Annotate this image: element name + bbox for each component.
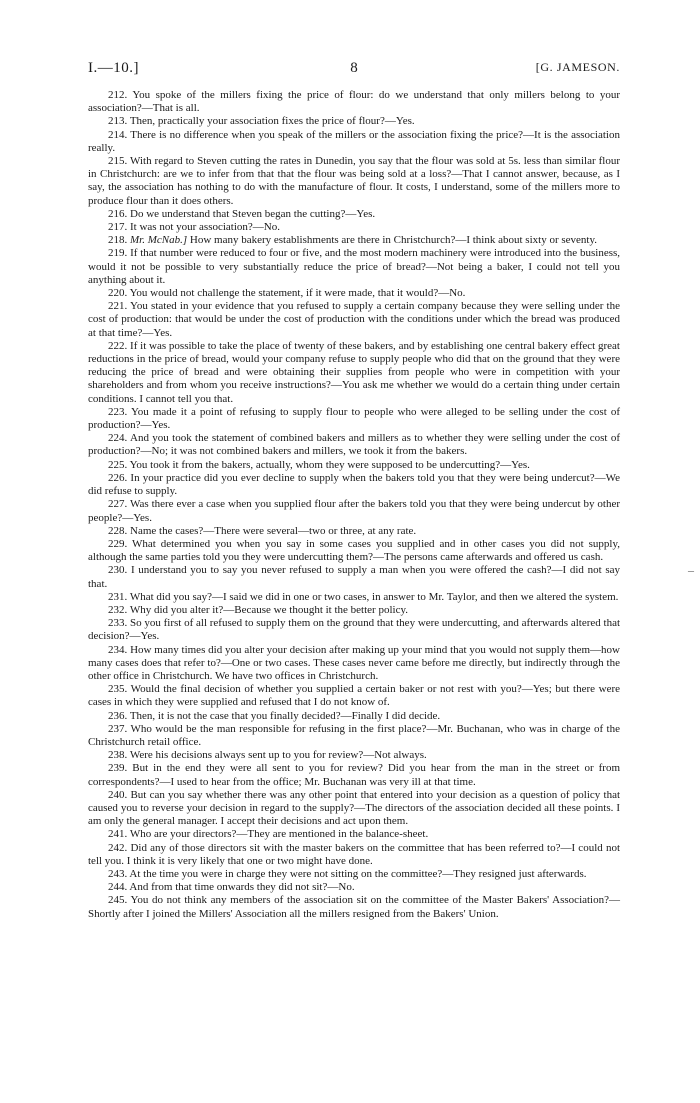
question-number: 233. — [108, 617, 128, 630]
question-number: 229. — [108, 537, 128, 550]
question-answer-text: And from that time onwards they did not sit?—No. — [129, 881, 355, 894]
question-number: 244. — [108, 881, 128, 894]
question-answer-text: Do we understand that Steven began the cutting?—Yes. — [130, 207, 376, 220]
question-answer-text: How many times did you alter your decision after making up your mind that you would not supply them—how many cases does that refer to?—One or two cases. These cases never came before me directly, but indirectly through the other office in Christchurch. We have two offices in Christchurch. — [88, 643, 620, 682]
question-answer-text: With regard to Steven cutting the rates in Dunedin, you say that the flour was sold at 5s. less than similar flour in Christchurch: are we to infer from that that the flour was being sold at a loss?—That I cannot answer, because, as I say, the association has nothing to do with the manufacture of flour. It costs, I understand, some of the millers more to produce flour than it does others. — [88, 155, 620, 207]
testimony-paragraph — [88, 591, 620, 604]
testimony-paragraph — [88, 564, 620, 590]
witness-name: [G. JAMESON. — [535, 60, 620, 74]
question-answer-text: It was not your association?—No. — [130, 221, 280, 234]
question-answer-text: Who would be the man responsible for refusing in the first place?—Mr. Buchanan, who was in charge of the Christchurch retail office. — [88, 722, 620, 748]
question-answer-text: And you took the statement of combined bakers and millers as to whether they were selling under the cost of production?—No; it was not combined bakers and millers, we took it from the bakers. — [88, 432, 620, 458]
testimony-paragraph — [88, 683, 620, 709]
page-number: 8 — [350, 60, 358, 76]
question-number: 237. — [108, 722, 128, 735]
question-answer-text: Was there ever a case when you supplied flour after the bakers told you that they were being undercut by other people?—Yes. — [88, 498, 620, 524]
question-number: 225. — [108, 458, 128, 471]
question-number: 235. — [108, 683, 128, 696]
question-number: 219. — [108, 247, 128, 260]
testimony-paragraph — [88, 710, 620, 723]
testimony-paragraph — [88, 115, 620, 128]
question-number: 238. — [108, 749, 128, 762]
testimony-paragraph — [88, 894, 620, 920]
question-answer-text: How many bakery establishments are there in Christchurch?—I think about sixty or seventy. — [189, 234, 597, 247]
question-answer-text: Did any of those directors sit with the master bakers on the committee that has been referred to?—I could not tell you. I think it is very likely that one or two might have done. — [88, 841, 620, 867]
testimony-paragraph — [88, 340, 620, 406]
question-answer-text: Name the cases?—There were several—two or three, at any rate. — [130, 524, 417, 537]
running-header — [88, 60, 620, 80]
question-number: 224. — [108, 432, 128, 445]
question-number: 241. — [108, 828, 128, 841]
question-number: 223. — [108, 405, 128, 418]
question-answer-text: There is no difference when you speak of the millers or the association fixing the price?—It is the association really. — [88, 128, 620, 154]
testimony-paragraph — [88, 749, 620, 762]
question-number: 239. — [108, 762, 128, 775]
question-number: 243. — [108, 867, 128, 880]
question-number: 221. — [108, 300, 128, 313]
question-number: 215. — [108, 155, 128, 168]
question-answer-text: You took it from the bakers, actually, whom they were supposed to be undercutting?—Yes. — [129, 458, 530, 471]
question-answer-text: What determined you when you say in some cases you supplied and in other cases you did not supply, although the same parties told you they were undercutting them?—The persons came afterwards and offered us cash. — [88, 537, 621, 564]
testimony-paragraph — [88, 498, 620, 524]
question-number: 218. — [108, 234, 128, 247]
testimony-paragraph — [88, 208, 620, 221]
testimony-paragraph — [88, 432, 620, 458]
testimony-paragraph — [88, 300, 620, 340]
question-answer-text: If that number were reduced to four or five, and the most modern machinery were introduced into the business, would it not be possible to very substantially reduce the price of bread?—Not being a baker, I could not tell you anything about it. — [88, 247, 621, 286]
question-number: 212. — [108, 89, 128, 101]
question-answer-text: Why did you alter it?—Because we thought it the better policy. — [129, 603, 408, 616]
question-number: 226. — [108, 471, 128, 484]
question-number: 245. — [108, 894, 128, 907]
question-number: 213. — [108, 115, 128, 128]
testimony-paragraph — [88, 789, 620, 829]
speaker-label: Mr. McNab.] — [130, 234, 188, 247]
question-number: 236. — [108, 709, 128, 722]
question-answer-text: Would the final decision of whether you supplied a certain baker or not rest with you?—Yes; but there were cases in which they were supplied and refused that I do not know of. — [88, 683, 620, 709]
testimony-paragraph — [88, 881, 620, 894]
testimony-paragraph — [88, 538, 620, 564]
question-number: 214. — [108, 128, 128, 141]
testimony-paragraph — [88, 89, 620, 115]
testimony-paragraph — [88, 129, 620, 155]
question-answer-text: In your practice did you ever decline to supply when the bakers told you that they were being undercut?—We did refuse to supply. — [88, 471, 620, 498]
testimony-paragraph — [88, 247, 620, 287]
testimony-paragraph — [88, 221, 620, 234]
question-number: 230. — [108, 564, 128, 577]
question-number: 232. — [108, 603, 128, 616]
question-number: 228. — [108, 524, 128, 537]
testimony-paragraph — [88, 644, 620, 684]
question-number: 217. — [108, 221, 128, 234]
question-number: 231. — [108, 590, 128, 603]
testimony-paragraph — [88, 723, 620, 749]
testimony-paragraph — [88, 287, 620, 300]
question-answer-text: But can you say whether there was any other point that entered into your decision as a question of policy that caused you to reverse your decision in regard to the supply?—The directors of the association decided all these points. I am only the general manager. I accept their decisions and act upon them. — [88, 788, 621, 828]
question-answer-text: What did you say?—I said we did in one or two cases, in answer to Mr. Taylor, and then we altered the system. — [129, 590, 619, 603]
question-answer-text: Then, it is not the case that you finally decided?—Finally I did decide. — [129, 709, 441, 722]
question-number: 234. — [108, 643, 128, 656]
testimony-paragraph — [88, 525, 620, 538]
testimony-paragraph — [88, 459, 620, 472]
testimony-paragraph — [88, 472, 620, 498]
question-number: 227. — [108, 498, 128, 511]
question-answer-text: You spoke of the millers fixing the price of flour: do we understand that only millers belong to your association?—That is all. — [88, 89, 620, 115]
question-answer-text: So you first of all refused to supply them on the ground that they were undercutting, and afterwards altered that decision?—Yes. — [88, 617, 621, 643]
question-answer-text: You stated in your evidence that you refused to supply a certain company because they were selling under the cost of production: that would be under the cost of production with the conditions under which the bread was produced at that time?—Yes. — [88, 300, 620, 339]
document-body — [88, 89, 620, 921]
testimony-paragraph — [88, 604, 620, 617]
question-answer-text: You would not challenge the statement, if it were made, that it would?—No. — [129, 287, 466, 300]
testimony-paragraph — [88, 155, 620, 208]
question-number: 220. — [108, 287, 128, 300]
question-answer-text: Were his decisions always sent up to you for review?—Not always. — [129, 749, 427, 762]
testimony-paragraph — [88, 617, 620, 643]
question-answer-text: You made it a point of refusing to supply flour to people who were alleged to be selling under the cost of production?—Yes. — [88, 405, 621, 432]
question-number: 222. — [108, 339, 128, 352]
margin-tick-mark: – — [688, 563, 694, 577]
question-answer-text: But in the end they were all sent to you for review? Did you hear from the man in the street or from correspondents?—I used to hear from the office; Mr. Buchanan was very ill at that time. — [88, 762, 620, 788]
parliamentary-paper-ref: I.—10.] — [88, 60, 139, 76]
testimony-paragraph — [88, 828, 620, 841]
testimony-paragraph — [88, 842, 620, 868]
testimony-paragraph — [88, 406, 620, 432]
question-answer-text: Who are your directors?—They are mentioned in the balance-sheet. — [129, 828, 429, 841]
question-number: 216. — [108, 207, 128, 220]
testimony-paragraph — [88, 762, 620, 788]
question-answer-text: Then, practically your association fixes the price of flour?—Yes. — [129, 115, 415, 128]
question-answer-text: I understand you to say you never refused to supply a man when you were offered the cash?—I did not say that. — [88, 564, 621, 590]
question-number: 242. — [108, 841, 128, 854]
question-answer-text: You do not think any members of the association sit on the committee of the Master Bakers' Association?—Shortly after I joined the Millers' Association all the millers resigned from the Bakers' Union. — [88, 894, 620, 920]
testimony-paragraph — [88, 868, 620, 881]
question-number: 240. — [108, 788, 128, 801]
question-answer-text: At the time you were in charge they were not sitting on the committee?—They resigned just afterwards. — [129, 867, 587, 880]
question-answer-text: If it was possible to take the place of twenty of these bakers, and by establishing one central bakery effect great reductions in the price of bread, would your company refuse to supply people who did that on the ground that they were reducing the price of bread and were obtaining their supplies from people who were in competition with your shareholders and from whom you receive instructions?—You ask me whether we would do a certain thing under certain conditions. I cannot tell you that. — [88, 339, 620, 405]
testimony-paragraph — [88, 234, 620, 247]
